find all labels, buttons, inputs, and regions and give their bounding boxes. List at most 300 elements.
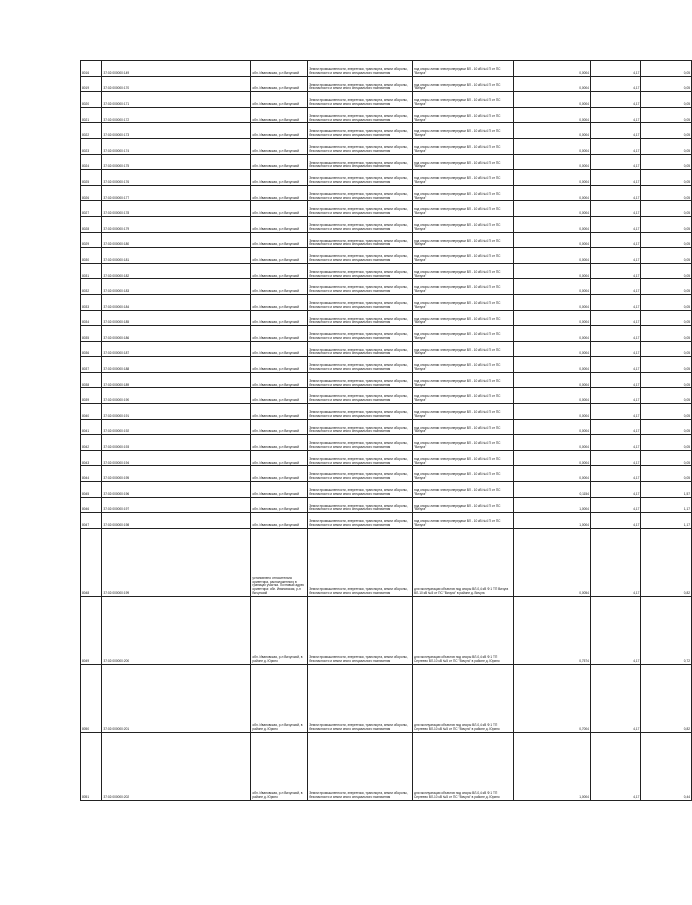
cadastral-number-cell: 37:02:000000:198	[102, 513, 251, 529]
cadastral-number-cell: 37:02:000000:176	[102, 170, 251, 186]
area-cell: 0,0054	[513, 528, 590, 596]
table-row	[81, 482, 692, 498]
cadastral-number-cell: 37:02:000000:149	[102, 61, 251, 77]
table-row	[81, 216, 692, 232]
sum-cell: 0,05	[641, 341, 692, 357]
purpose-cell: под опоры линии электропередачи ВЛ - 10 кВ №4 П от ПС "Вичуга"	[412, 404, 513, 420]
row-number-cell: 8048	[81, 528, 102, 596]
sum-cell: 0,05	[641, 92, 692, 108]
sum-cell: 0,05	[641, 404, 692, 420]
cadastral-number-cell: 37:02:000000:174	[102, 138, 251, 154]
address-cell: обл. Ивановская, р-н Вичугский	[251, 435, 308, 451]
category-cell: Земли промышленности, энергетики, транспорта, земли обороны, безопасности и земли иного специального назначения	[308, 216, 413, 232]
area-cell: 0,0004	[513, 61, 590, 77]
coefficient-cell: 4,17	[590, 388, 640, 404]
row-number-cell: 8020	[81, 92, 102, 108]
coefficient-cell: 4,17	[590, 513, 640, 529]
area-cell: 0,0004	[513, 263, 590, 279]
area-cell: 0,0004	[513, 404, 590, 420]
table-row	[81, 248, 692, 264]
coefficient-cell: 4,17	[590, 154, 640, 170]
sum-cell: 0,05	[641, 279, 692, 295]
address-cell: обл. Ивановская, р-н Вичугский	[251, 482, 308, 498]
coefficient-cell: 4,17	[590, 372, 640, 388]
table-row	[81, 419, 692, 435]
coefficient-cell: 4,17	[590, 528, 640, 596]
table-row	[81, 263, 692, 279]
coefficient-cell: 4,17	[590, 466, 640, 482]
address-cell: обл. Ивановская, р-н Вичугский	[251, 372, 308, 388]
purpose-cell: под опоры линии электропередачи ВЛ - 10 кВ №4 П от ПС "Вичуга"	[412, 263, 513, 279]
sum-cell: 0,05	[641, 357, 692, 373]
sum-cell: 0,05	[641, 107, 692, 123]
purpose-cell: под опоры линии электропередачи ВЛ - 10 кВ №4 П от ПС "Вичуга"	[412, 92, 513, 108]
area-cell: 0,0004	[513, 388, 590, 404]
row-number-cell: 8044	[81, 466, 102, 482]
category-cell: Земли промышленности, энергетики, транспорта, земли обороны, безопасности и земли иного специального назначения	[308, 61, 413, 77]
purpose-cell: под опоры линии электропередачи ВЛ - 10 кВ №4 П от ПС "Вичуга"	[412, 419, 513, 435]
area-cell: 0,0004	[513, 123, 590, 139]
table-row	[81, 279, 692, 295]
area-cell: 0,0004	[513, 326, 590, 342]
address-cell: обл. Ивановская, р-н Вичугский	[251, 61, 308, 77]
category-cell: Земли промышленности, энергетики, транспорта, земли обороны, безопасности и земли иного специального назначения	[308, 232, 413, 248]
sum-cell: 0,05	[641, 123, 692, 139]
table-row	[81, 497, 692, 513]
sum-cell: 1,57	[641, 482, 692, 498]
cadastral-number-cell: 37:02:000000:190	[102, 388, 251, 404]
sum-cell: 0,05	[641, 372, 692, 388]
sum-cell: 0,05	[641, 388, 692, 404]
coefficient-cell: 4,17	[590, 248, 640, 264]
row-number-cell: 8041	[81, 419, 102, 435]
address-cell: обл. Ивановская, р-н Вичугский	[251, 92, 308, 108]
address-cell: обл. Ивановская, р-н Вичугский	[251, 263, 308, 279]
address-cell: обл. Ивановская, р-н Вичугский	[251, 216, 308, 232]
category-cell: Земли промышленности, энергетики, транспорта, земли обороны, безопасности и земли иного специального назначения	[308, 596, 413, 664]
category-cell: Земли промышленности, энергетики, транспорта, земли обороны, безопасности и земли иного специального назначения	[308, 185, 413, 201]
row-number-cell: 8040	[81, 404, 102, 420]
table-row	[81, 154, 692, 170]
table-row	[81, 435, 692, 451]
row-number-cell: 8038	[81, 372, 102, 388]
row-number-cell: 8019	[81, 76, 102, 92]
purpose-cell: под опоры линии электропередачи ВЛ - 10 кВ №4 П от ПС "Вичуга"	[412, 310, 513, 326]
sum-cell: 0,05	[641, 263, 692, 279]
category-cell: Земли промышленности, энергетики, транспорта, земли обороны, безопасности и земли иного специального назначения	[308, 732, 413, 800]
area-cell: 0,0004	[513, 310, 590, 326]
coefficient-cell: 4,17	[590, 263, 640, 279]
sum-cell: 0,05	[641, 435, 692, 451]
sum-cell: 0,05	[641, 232, 692, 248]
table-row	[81, 404, 692, 420]
table-row	[81, 185, 692, 201]
coefficient-cell: 4,17	[590, 107, 640, 123]
row-number-cell: 8047	[81, 513, 102, 529]
coefficient-cell: 4,17	[590, 497, 640, 513]
row-number-cell: 8043	[81, 450, 102, 466]
table-row	[81, 294, 692, 310]
category-cell: Земли промышленности, энергетики, транспорта, земли обороны, безопасности и земли иного специального назначения	[308, 92, 413, 108]
sum-cell: 0,05	[641, 326, 692, 342]
coefficient-cell: 4,17	[590, 435, 640, 451]
row-number-cell: 8046	[81, 497, 102, 513]
table-row	[81, 232, 692, 248]
category-cell: Земли промышленности, энергетики, транспорта, земли обороны, безопасности и земли иного специального назначения	[308, 482, 413, 498]
sum-cell: 0,05	[641, 466, 692, 482]
cadastral-number-cell: 37:02:000000:195	[102, 466, 251, 482]
category-cell: Земли промышленности, энергетики, транспорта, земли обороны, безопасности и земли иного специального назначения	[308, 497, 413, 513]
area-cell: 0,0004	[513, 92, 590, 108]
table-row	[81, 450, 692, 466]
category-cell: Земли промышленности, энергетики, транспорта, земли обороны, безопасности и земли иного специального назначения	[308, 76, 413, 92]
area-cell: 0,0004	[513, 466, 590, 482]
purpose-cell: под опоры линии электропередачи ВЛ - 10 кВ №4 П от ПС "Вичуга"	[412, 201, 513, 217]
cadastral-number-cell: 37:02:000000:202	[102, 732, 251, 800]
sum-cell: 0,05	[641, 248, 692, 264]
category-cell: Земли промышленности, энергетики, транспорта, земли обороны, безопасности и земли иного специального назначения	[308, 435, 413, 451]
purpose-cell: под опоры линии электропередачи ВЛ - 10 кВ №4 П от ПС "Вичуга"	[412, 497, 513, 513]
address-cell: обл. Ивановская, р-н Вичугский, в районе д. Юрино	[251, 732, 308, 800]
row-number-cell: 8045	[81, 482, 102, 498]
table-row	[81, 388, 692, 404]
purpose-cell: для эксплуатации объектов под опоры ВЛ-0,4 кВ Ф.1 ТП Сергеево ВЛ-10 кВ №5 от ПС "Вичуга" в районе д. Юрино	[412, 664, 513, 732]
cadastral-number-cell: 37:02:000000:173	[102, 123, 251, 139]
row-number-cell: 8021	[81, 107, 102, 123]
table-row	[81, 61, 692, 77]
category-cell: Земли промышленности, энергетики, транспорта, земли обороны, безопасности и земли иного специального назначения	[308, 201, 413, 217]
area-cell: 0,0004	[513, 450, 590, 466]
purpose-cell: под опоры линии электропередачи ВЛ - 10 кВ №4 П от ПС "Вичуга"	[412, 326, 513, 342]
cadastral-number-cell: 37:02:000000:188	[102, 357, 251, 373]
sum-cell: 0,05	[641, 61, 692, 77]
cadastral-number-cell: 37:02:000000:191	[102, 404, 251, 420]
cadastral-number-cell: 37:02:000000:177	[102, 185, 251, 201]
cadastral-number-cell: 37:02:000000:179	[102, 216, 251, 232]
cadastral-number-cell: 37:02:000000:187	[102, 341, 251, 357]
address-cell: обл. Ивановская, р-н Вичугский	[251, 513, 308, 529]
land-plots-table	[80, 60, 692, 801]
address-cell: обл. Ивановская, р-н Вичугский	[251, 294, 308, 310]
category-cell: Земли промышленности, энергетики, транспорта, земли обороны, безопасности и земли иного специального назначения	[308, 466, 413, 482]
coefficient-cell: 4,17	[590, 404, 640, 420]
category-cell: Земли промышленности, энергетики, транспорта, земли обороны, безопасности и земли иного специального назначения	[308, 123, 413, 139]
sum-cell: 0,05	[641, 154, 692, 170]
purpose-cell: под опоры линии электропередачи ВЛ - 10 кВ №4 П от ПС "Вичуга"	[412, 123, 513, 139]
table-row	[81, 664, 692, 732]
coefficient-cell: 4,17	[590, 216, 640, 232]
row-number-cell: 8036	[81, 341, 102, 357]
coefficient-cell: 4,17	[590, 201, 640, 217]
area-cell: 0,0004	[513, 201, 590, 217]
table-row	[81, 357, 692, 373]
category-cell: Земли промышленности, энергетики, транспорта, земли обороны, безопасности и земли иного специального назначения	[308, 248, 413, 264]
address-cell: обл. Ивановская, р-н Вичугский	[251, 419, 308, 435]
coefficient-cell: 4,17	[590, 61, 640, 77]
address-cell: обл. Ивановская, р-н Вичугский	[251, 357, 308, 373]
row-number-cell: 8034	[81, 310, 102, 326]
sum-cell: 0,05	[641, 170, 692, 186]
category-cell: Земли промышленности, энергетики, транспорта, земли обороны, безопасности и земли иного специального назначения	[308, 263, 413, 279]
category-cell: Земли промышленности, энергетики, транспорта, земли обороны, безопасности и земли иного специального назначения	[308, 664, 413, 732]
area-cell: 0,0004	[513, 154, 590, 170]
cadastral-number-cell: 37:02:000000:199	[102, 528, 251, 596]
table-row	[81, 107, 692, 123]
sum-cell: 0,72	[641, 596, 692, 664]
address-cell: обл. Ивановская, р-н Вичугский	[251, 388, 308, 404]
cadastral-number-cell: 37:02:000000:201	[102, 664, 251, 732]
coefficient-cell: 4,17	[590, 732, 640, 800]
area-cell: 0,0004	[513, 294, 590, 310]
address-cell: обл. Ивановская, р-н Вичугский	[251, 138, 308, 154]
purpose-cell: под опоры линии электропередачи ВЛ - 10 кВ №4 П от ПС "Вичуга"	[412, 372, 513, 388]
cadastral-number-cell: 37:02:000000:182	[102, 263, 251, 279]
table-row	[81, 513, 692, 529]
sum-cell: 0,05	[641, 201, 692, 217]
category-cell: Земли промышленности, энергетики, транспорта, земли обороны, безопасности и земли иного специального назначения	[308, 513, 413, 529]
coefficient-cell: 4,17	[590, 170, 640, 186]
area-cell: 0,0004	[513, 357, 590, 373]
sum-cell: 0,44	[641, 732, 692, 800]
purpose-cell: под опоры линии электропередачи ВЛ - 10 кВ №4 П от ПС "Вичуга"	[412, 248, 513, 264]
row-number-cell: 8037	[81, 357, 102, 373]
area-cell: 0,0004	[513, 76, 590, 92]
category-cell: Земли промышленности, энергетики, транспорта, земли обороны, безопасности и земли иного специального назначения	[308, 294, 413, 310]
category-cell: Земли промышленности, энергетики, транспорта, земли обороны, безопасности и земли иного специального назначения	[308, 138, 413, 154]
purpose-cell: под опоры линии электропередачи ВЛ - 10 кВ №4 П от ПС "Вичуга"	[412, 482, 513, 498]
category-cell: Земли промышленности, энергетики, транспорта, земли обороны, безопасности и земли иного специального назначения	[308, 404, 413, 420]
cadastral-number-cell: 37:02:000000:171	[102, 92, 251, 108]
cadastral-number-cell: 37:02:000000:193	[102, 435, 251, 451]
cadastral-number-cell: 37:02:000000:175	[102, 154, 251, 170]
table-row	[81, 123, 692, 139]
row-number-cell: 8028	[81, 216, 102, 232]
row-number-cell: 8050	[81, 664, 102, 732]
cadastral-number-cell: 37:02:000000:178	[102, 201, 251, 217]
purpose-cell: под опоры линии электропередачи ВЛ - 10 кВ №4 П от ПС "Вичуга"	[412, 61, 513, 77]
sum-cell: 0,05	[641, 450, 692, 466]
cadastral-number-cell: 37:02:000000:185	[102, 310, 251, 326]
coefficient-cell: 4,17	[590, 326, 640, 342]
sum-cell: 0,82	[641, 528, 692, 596]
coefficient-cell: 4,17	[590, 76, 640, 92]
table-row	[81, 201, 692, 217]
row-number-cell: 8029	[81, 232, 102, 248]
coefficient-cell: 4,17	[590, 482, 640, 498]
coefficient-cell: 4,17	[590, 357, 640, 373]
table-row	[81, 92, 692, 108]
cadastral-number-cell: 37:02:000000:189	[102, 372, 251, 388]
category-cell: Земли промышленности, энергетики, транспорта, земли обороны, безопасности и земли иного специального назначения	[308, 310, 413, 326]
address-cell: обл. Ивановская, р-н Вичугский, в районе д. Юрино	[251, 596, 308, 664]
cadastral-number-cell: 37:02:000000:194	[102, 450, 251, 466]
area-cell: 0,0004	[513, 341, 590, 357]
coefficient-cell: 4,17	[590, 294, 640, 310]
address-cell: обл. Ивановская, р-н Вичугский	[251, 232, 308, 248]
coefficient-cell: 4,17	[590, 664, 640, 732]
address-cell: обл. Ивановская, р-н Вичугский	[251, 466, 308, 482]
cadastral-number-cell: 37:02:000000:172	[102, 107, 251, 123]
row-number-cell: 8027	[81, 201, 102, 217]
row-number-cell: 8032	[81, 279, 102, 295]
purpose-cell: под опоры линии электропередачи ВЛ - 10 кВ №4 П от ПС "Вичуга"	[412, 170, 513, 186]
area-cell: 0,0004	[513, 372, 590, 388]
table-row	[81, 310, 692, 326]
table-body	[81, 61, 692, 801]
cadastral-number-cell: 37:02:000000:183	[102, 279, 251, 295]
purpose-cell: для эксплуатации объектов под опоры ВЛ-0,4 кВ Ф.1 ТП Вичуга ВЛ-10 кВ №5 от ПС "Вичуга" в районе д. Вичуга	[412, 528, 513, 596]
coefficient-cell: 4,17	[590, 232, 640, 248]
coefficient-cell: 4,17	[590, 138, 640, 154]
area-cell: 0,7004	[513, 664, 590, 732]
sum-cell: 0,05	[641, 76, 692, 92]
row-number-cell: 8035	[81, 326, 102, 342]
address-cell: обл. Ивановская, р-н Вичугский	[251, 326, 308, 342]
address-cell: обл. Ивановская, р-н Вичугский	[251, 185, 308, 201]
purpose-cell: под опоры линии электропередачи ВЛ - 10 кВ №4 П от ПС "Вичуга"	[412, 154, 513, 170]
category-cell: Земли промышленности, энергетики, транспорта, земли обороны, безопасности и земли иного специального назначения	[308, 326, 413, 342]
coefficient-cell: 4,17	[590, 450, 640, 466]
address-cell: обл. Ивановская, р-н Вичугский	[251, 497, 308, 513]
purpose-cell: под опоры линии электропередачи ВЛ - 10 кВ №4 П от ПС "Вичуга"	[412, 388, 513, 404]
table-row	[81, 596, 692, 664]
category-cell: Земли промышленности, энергетики, транспорта, земли обороны, безопасности и земли иного специального назначения	[308, 341, 413, 357]
row-number-cell: 8049	[81, 596, 102, 664]
category-cell: Земли промышленности, энергетики, транспорта, земли обороны, безопасности и земли иного специального назначения	[308, 357, 413, 373]
table-row	[81, 372, 692, 388]
purpose-cell: под опоры линии электропередачи ВЛ - 10 кВ №4 П от ПС "Вичуга"	[412, 357, 513, 373]
table-row	[81, 466, 692, 482]
address-cell: обл. Ивановская, р-н Вичугский	[251, 450, 308, 466]
area-cell: 1,0004	[513, 732, 590, 800]
row-number-cell: 8042	[81, 435, 102, 451]
row-number-cell: 8033	[81, 294, 102, 310]
address-cell: обл. Ивановская, р-н Вичугский	[251, 170, 308, 186]
purpose-cell: под опоры линии электропередачи ВЛ - 10 кВ №4 П от ПС "Вичуга"	[412, 216, 513, 232]
row-number-cell: 8025	[81, 170, 102, 186]
cadastral-number-cell: 37:02:000000:170	[102, 76, 251, 92]
purpose-cell: для эксплуатации объектов под опоры ВЛ-0,4 кВ Ф.1 ТП Сергеево ВЛ-10 кВ №5 от ПС "Вичуга" в районе д. Юрино	[412, 596, 513, 664]
category-cell: Земли промышленности, энергетики, транспорта, земли обороны, безопасности и земли иного специального назначения	[308, 528, 413, 596]
purpose-cell: под опоры линии электропередачи ВЛ - 10 кВ №4 П от ПС "Вичуга"	[412, 185, 513, 201]
purpose-cell: под опоры линии электропередачи ВЛ - 10 кВ №4 П от ПС "Вичуга"	[412, 294, 513, 310]
coefficient-cell: 4,17	[590, 185, 640, 201]
cadastral-number-cell: 37:02:000000:192	[102, 419, 251, 435]
sum-cell: 1,17	[641, 497, 692, 513]
address-cell: установлено относительно ориентира, расположенного в границах участка. Почтовый адрес ориентира: обл. Ивановская, р-н Вичугский	[251, 528, 308, 596]
address-cell: обл. Ивановская, р-н Вичугский, в районе д. Юрино	[251, 664, 308, 732]
table-row	[81, 138, 692, 154]
cadastral-number-cell: 37:02:000000:180	[102, 232, 251, 248]
address-cell: обл. Ивановская, р-н Вичугский	[251, 76, 308, 92]
area-cell: 0,0004	[513, 216, 590, 232]
sum-cell: 0,82	[641, 664, 692, 732]
area-cell: 0,0004	[513, 435, 590, 451]
category-cell: Земли промышленности, энергетики, транспорта, земли обороны, безопасности и земли иного специального назначения	[308, 154, 413, 170]
coefficient-cell: 4,17	[590, 92, 640, 108]
row-number-cell: 8026	[81, 185, 102, 201]
category-cell: Земли промышленности, энергетики, транспорта, земли обороны, безопасности и земли иного специального назначения	[308, 388, 413, 404]
purpose-cell: для эксплуатации объектов под опоры ВЛ-0,4 кВ Ф.1 ТП Сергеево ВЛ-10 кВ №5 от ПС "Вичуга" в районе д. Юрино	[412, 732, 513, 800]
table-row	[81, 170, 692, 186]
row-number-cell: 8023	[81, 138, 102, 154]
row-number-cell: 8024	[81, 154, 102, 170]
category-cell: Земли промышленности, энергетики, транспорта, земли обороны, безопасности и земли иного специального назначения	[308, 372, 413, 388]
address-cell: обл. Ивановская, р-н Вичугский	[251, 123, 308, 139]
purpose-cell: под опоры линии электропередачи ВЛ - 10 кВ №4 П от ПС "Вичуга"	[412, 341, 513, 357]
purpose-cell: под опоры линии электропередачи ВЛ - 10 кВ №4 П от ПС "Вичуга"	[412, 513, 513, 529]
address-cell: обл. Ивановская, р-н Вичугский	[251, 279, 308, 295]
table-row	[81, 341, 692, 357]
row-number-cell: 8016	[81, 61, 102, 77]
cadastral-number-cell: 37:02:000000:197	[102, 497, 251, 513]
category-cell: Земли промышленности, энергетики, транспорта, земли обороны, безопасности и земли иного специального назначения	[308, 419, 413, 435]
row-number-cell: 8051	[81, 732, 102, 800]
area-cell: 1,0004	[513, 497, 590, 513]
purpose-cell: под опоры линии электропередачи ВЛ - 10 кВ №4 П от ПС "Вичуга"	[412, 138, 513, 154]
table-row	[81, 732, 692, 800]
row-number-cell: 8031	[81, 263, 102, 279]
category-cell: Земли промышленности, энергетики, транспорта, земли обороны, безопасности и земли иного специального назначения	[308, 450, 413, 466]
sum-cell: 0,05	[641, 138, 692, 154]
sum-cell: 1,17	[641, 513, 692, 529]
cadastral-number-cell: 37:02:000000:186	[102, 326, 251, 342]
sum-cell: 0,05	[641, 310, 692, 326]
area-cell: 0,0004	[513, 185, 590, 201]
purpose-cell: под опоры линии электропередачи ВЛ - 10 кВ №4 П от ПС "Вичуга"	[412, 107, 513, 123]
area-cell: 0,7574	[513, 596, 590, 664]
coefficient-cell: 4,17	[590, 310, 640, 326]
coefficient-cell: 4,17	[590, 279, 640, 295]
table-row	[81, 528, 692, 596]
area-cell: 0,0004	[513, 138, 590, 154]
coefficient-cell: 4,17	[590, 596, 640, 664]
cadastral-number-cell: 37:02:000000:196	[102, 482, 251, 498]
area-cell: 0,0004	[513, 107, 590, 123]
sum-cell: 0,05	[641, 419, 692, 435]
cadastral-number-cell: 37:02:000000:184	[102, 294, 251, 310]
category-cell: Земли промышленности, энергетики, транспорта, земли обороны, безопасности и земли иного специального назначения	[308, 170, 413, 186]
purpose-cell: под опоры линии электропередачи ВЛ - 10 кВ №4 П от ПС "Вичуга"	[412, 279, 513, 295]
purpose-cell: под опоры линии электропередачи ВЛ - 10 кВ №4 П от ПС "Вичуга"	[412, 76, 513, 92]
area-cell: 0,0004	[513, 419, 590, 435]
row-number-cell: 8039	[81, 388, 102, 404]
sum-cell: 0,05	[641, 185, 692, 201]
coefficient-cell: 4,17	[590, 341, 640, 357]
category-cell: Земли промышленности, энергетики, транспорта, земли обороны, безопасности и земли иного специального назначения	[308, 107, 413, 123]
address-cell: обл. Ивановская, р-н Вичугский	[251, 107, 308, 123]
address-cell: обл. Ивановская, р-н Вичугский	[251, 201, 308, 217]
address-cell: обл. Ивановская, р-н Вичугский	[251, 310, 308, 326]
category-cell: Земли промышленности, энергетики, транспорта, земли обороны, безопасности и земли иного специального назначения	[308, 279, 413, 295]
area-cell: 0,0004	[513, 170, 590, 186]
coefficient-cell: 4,17	[590, 419, 640, 435]
address-cell: обл. Ивановская, р-н Вичугский	[251, 248, 308, 264]
sum-cell: 0,05	[641, 294, 692, 310]
coefficient-cell: 4,17	[590, 123, 640, 139]
row-number-cell: 8022	[81, 123, 102, 139]
table-row	[81, 76, 692, 92]
area-cell: 1,0004	[513, 513, 590, 529]
address-cell: обл. Ивановская, р-н Вичугский	[251, 404, 308, 420]
cadastral-number-cell: 37:02:000000:181	[102, 248, 251, 264]
area-cell: 0,0004	[513, 279, 590, 295]
area-cell: 0,0004	[513, 232, 590, 248]
area-cell: 0,0004	[513, 248, 590, 264]
address-cell: обл. Ивановская, р-н Вичугский	[251, 154, 308, 170]
area-cell: 0,1154	[513, 482, 590, 498]
purpose-cell: под опоры линии электропередачи ВЛ - 10 кВ №4 П от ПС "Вичуга"	[412, 450, 513, 466]
